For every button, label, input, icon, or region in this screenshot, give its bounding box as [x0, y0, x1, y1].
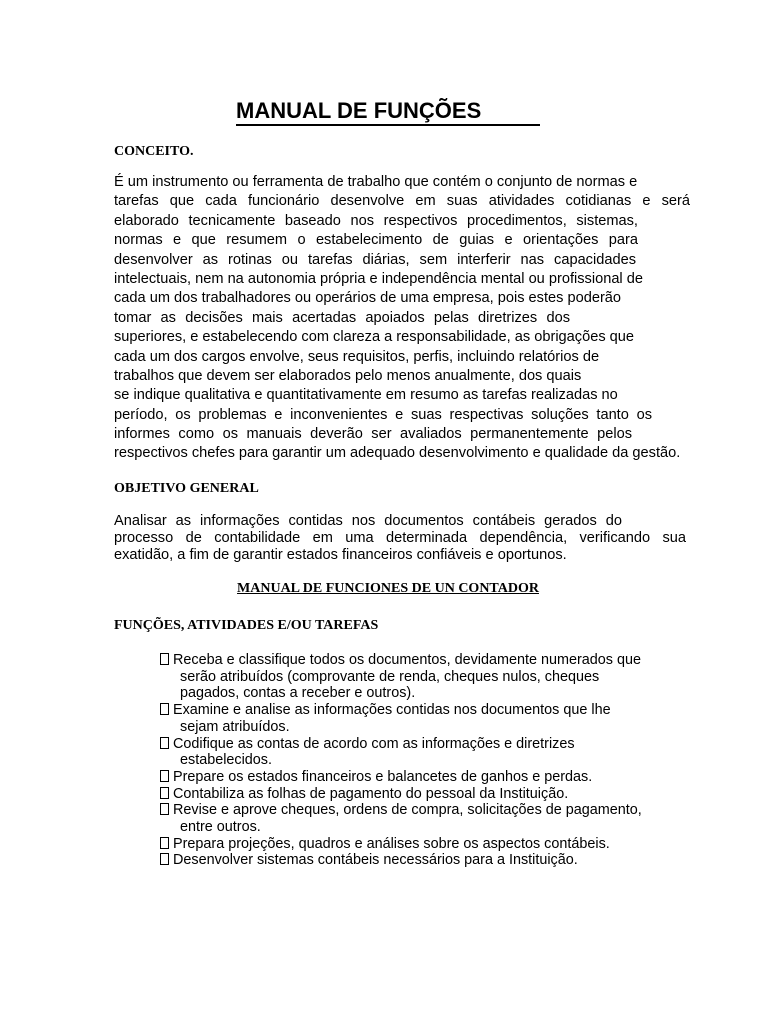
paragraph-line: cada um dos trabalhadores ou operários de uma empresa, pois estes poderão [114, 290, 622, 307]
paragraph-line: elaborado tecnicamente baseado nos respectivos procedimentos, sistemas, [114, 212, 638, 229]
list-item [160, 852, 700, 869]
list-item [160, 769, 700, 786]
paragraph-line: normas e que resumem o estabelecimento de guias e orientações para [114, 232, 638, 249]
bullet-icon [160, 837, 169, 849]
conceito-paragraph [114, 173, 690, 464]
document-title: MANUAL DE FUNÇÕES [236, 98, 540, 126]
section-title [114, 581, 662, 597]
list-item [160, 786, 700, 803]
list-item-text: estabelecidos. [180, 752, 273, 769]
list-item-text: entre outros. [180, 819, 261, 836]
bullet-icon [160, 653, 169, 665]
list-item [160, 836, 700, 853]
list-item-text: Contabiliza as folhas de pagamento do pessoal da Instituição. [173, 785, 569, 802]
bullet-icon [160, 703, 169, 715]
list-item-text: Codifique as contas de acordo com as informações e diretrizes [173, 735, 575, 752]
list-item [160, 802, 700, 835]
bullet-icon [160, 853, 169, 865]
conceito-heading: CONCEITO. [114, 144, 194, 159]
paragraph-line: intelectuais, nem na autonomia própria e independência mental ou profissional de [114, 270, 643, 287]
list-item [160, 736, 700, 769]
paragraph-line: Analisar as informações contidas nos documentos contábeis gerados do [114, 513, 622, 529]
list-item-text: pagados, contas a receber e outros). [180, 685, 416, 702]
paragraph-line: cada um dos cargos envolve, seus requisitos, perfis, incluindo relatórios de [114, 348, 600, 365]
objetivo-heading: OBJETIVO GENERAL [114, 481, 259, 496]
list-item-text: serão atribuídos (comprovante de renda, cheques nulos, cheques [180, 668, 600, 685]
paragraph-line: se indique qualitativa e quantitativamente em resumo as tarefas realizadas no [114, 387, 618, 404]
list-item-text: Prepara projeções, quadros e análises sobre os aspectos contábeis. [173, 835, 610, 852]
paragraph-line: informes como os manuais deverão ser avaliados permanentemente pelos [114, 426, 632, 443]
funcoes-heading: FUNÇÕES, ATIVIDADES E/OU TAREFAS [114, 618, 379, 633]
paragraph-line: É um instrumento ou ferramenta de trabalho que contém o conjunto de normas e [114, 174, 638, 190]
paragraph-line: processo de contabilidade em uma determinada dependência, verificando sua [114, 530, 686, 546]
bullet-icon [160, 803, 169, 815]
paragraph-line: período, os problemas e inconvenientes e suas respectivas soluções tanto os [114, 406, 652, 423]
bullet-icon [160, 770, 169, 782]
objetivo-paragraph [114, 513, 690, 564]
list-item-text: Receba e classifique todos os documentos, devidamente numerados que [173, 652, 641, 668]
list-item-text: Desenvolver sistemas contábeis necessários para a Instituição. [173, 852, 578, 869]
list-item-text: Revise e aprove cheques, ordens de compra, solicitações de pagamento, [173, 802, 642, 819]
paragraph-line: respectivos chefes para garantir um adequado desenvolvimento e qualidade da gestão. [114, 445, 681, 462]
paragraph-line: trabalhos que devem ser elaborados pelo menos anualmente, dos quais [114, 367, 582, 384]
paragraph-line: desenvolver as rotinas ou tarefas diárias, sem interferir nas capacidades [114, 251, 636, 268]
funcoes-list [160, 652, 700, 869]
bullet-icon [160, 787, 169, 799]
section-title-text: MANUAL DE FUNCIONES DE UN CONTADOR [237, 581, 539, 596]
list-item-text: Examine e analise as informações contidas nos documentos que lhe [173, 702, 611, 719]
list-item [160, 702, 700, 735]
paragraph-line: tarefas que cada funcionário desenvolve em suas atividades cotidianas e será [114, 193, 690, 210]
paragraph-line: tomar as decisões mais acertadas apoiados pelas diretrizes dos [114, 309, 570, 326]
list-item [160, 652, 700, 702]
paragraph-line: superiores, e estabelecendo com clareza a responsabilidade, as obrigações que [114, 329, 635, 346]
paragraph-line: exatidão, a fim de garantir estados financeiros confiáveis e oportunos. [114, 547, 567, 563]
list-item-text: sejam atribuídos. [180, 718, 290, 735]
bullet-icon [160, 737, 169, 749]
list-item-text: Prepare os estados financeiros e balancetes de ganhos e perdas. [173, 768, 593, 785]
